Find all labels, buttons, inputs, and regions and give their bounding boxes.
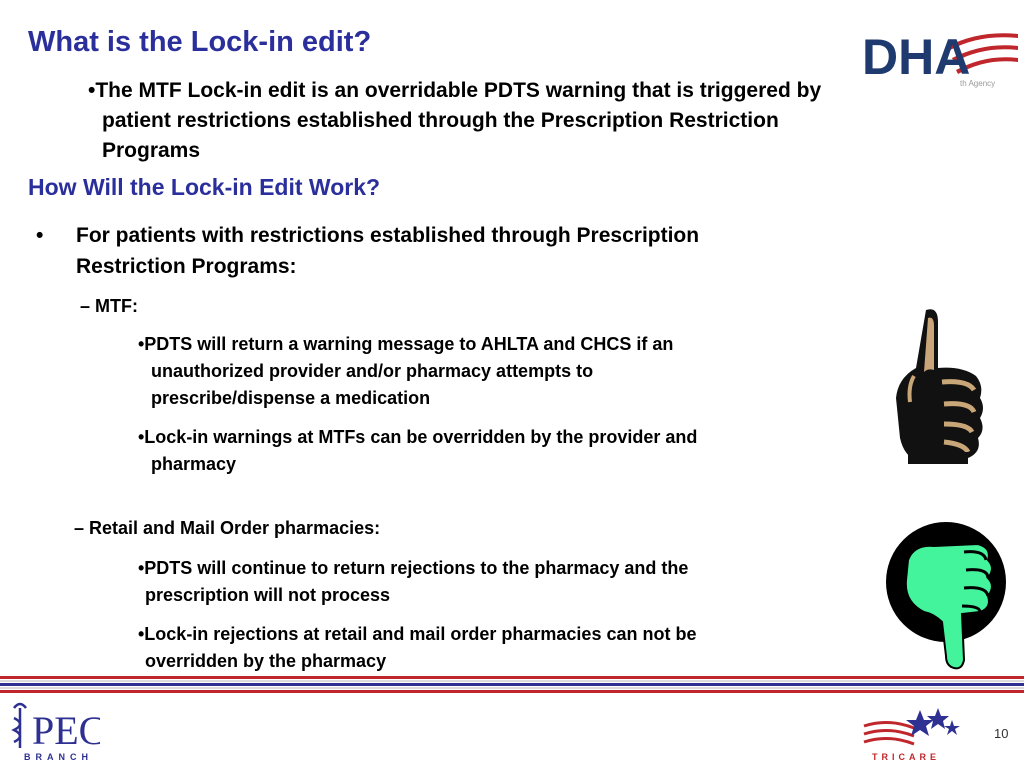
page-number: 10 [994,726,1009,741]
footer-rule-gray-2 [0,687,1024,689]
mtf-item-1-line-2: unauthorized provider and/or pharmacy attempts to [151,361,594,381]
retail-heading: – Retail and Mail Order pharmacies: [74,518,381,538]
intro-line-2: patient restrictions established through the Prescription Restriction [102,109,779,132]
tricare-logo [858,700,962,764]
mtf-item-1 [138,331,878,412]
section-subtitle: How Will the Lock-in Edit Work? [28,174,381,200]
footer-rule-red-top [0,676,1024,679]
mtf-item-1-line-3: prescribe/dispense a medication [151,388,431,408]
intro-line-1: •The MTF Lock-in edit is an overridable PDTS warning that is triggered by [88,79,822,102]
mtf-item-2-line-1: •Lock-in warnings at MTFs can be overridden by the provider and [138,427,698,447]
svg-text:th Agency: th Agency [960,79,996,88]
intro-line-3: Programs [102,139,201,162]
footer-rule-gray [0,680,1024,682]
intro-bullet [88,76,988,166]
footer-rule-red-bottom [0,690,1024,693]
main-bullet [36,220,836,282]
footer-rule-blue [0,683,1024,686]
svg-text:DHA: DHA [862,29,971,85]
main-bullet-line-1: For patients with restrictions established through Prescription [76,224,700,247]
mtf-item-2-line-2: pharmacy [151,454,237,474]
retail-item-2-line-2: overridden by the pharmacy [145,651,387,671]
retail-item-1 [138,555,878,609]
bullet-marker: • [36,224,44,247]
thumbs-up-icon [888,306,988,466]
svg-text:BRANCH: BRANCH [24,752,93,762]
mtf-item-2 [138,424,878,478]
thumbs-down-icon [884,520,1008,670]
svg-text:TRICARE: TRICARE [872,752,940,762]
retail-item-2-line-1: •Lock-in rejections at retail and mail order pharmacies can not be [138,624,697,644]
retail-item-2 [138,621,878,675]
main-bullet-line-2: Restriction Programs: [76,255,297,278]
pec-branch-logo [8,696,100,764]
slide-title: What is the Lock-in edit? [28,26,372,58]
mtf-heading: – MTF: [80,296,138,316]
retail-item-1-line-2: prescription will not process [145,585,391,605]
svg-text:PEC: PEC [32,708,100,753]
mtf-item-1-line-1: •PDTS will return a warning message to AHLTA and CHCS if an [138,334,674,354]
retail-item-1-line-1: •PDTS will continue to return rejections to the pharmacy and the [138,558,689,578]
